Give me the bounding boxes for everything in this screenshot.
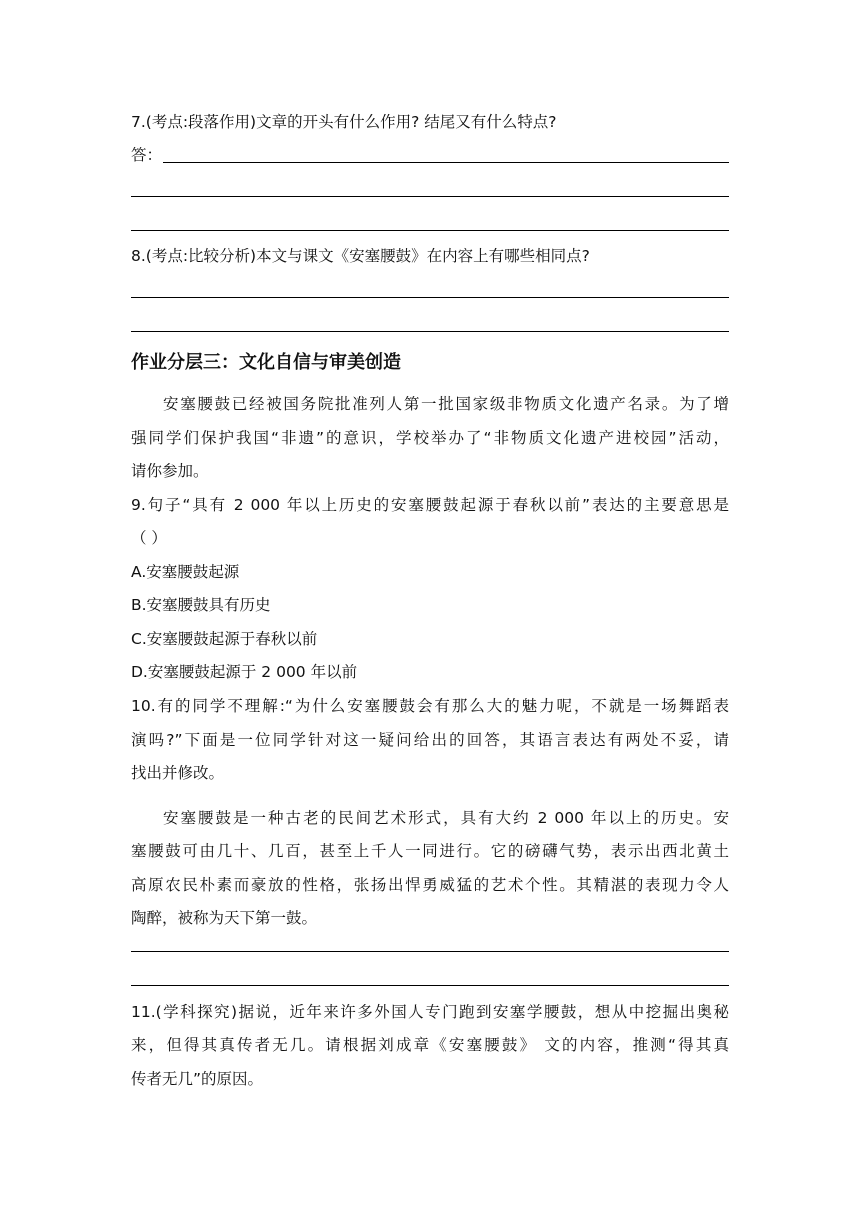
option-c[interactable]: C.安塞腰鼓起源于春秋以前 (131, 630, 318, 648)
question-8: 8.(考点:比较分析)本文与课文《安塞腰鼓》在内容上有哪些相同点? (131, 247, 590, 265)
option-b[interactable]: B.安塞腰鼓具有历史 (131, 596, 271, 614)
passage-line: 高原农民朴素而豪放的性格，张扬出悍勇威猛的艺术个性。其精湛的表现力令人 (131, 876, 729, 894)
intro-line: 强同学们保护我国“非遗”的意识，学校举办了“非物质文化遗产进校园”活动， (131, 429, 729, 447)
answer-label: 答： (131, 146, 163, 164)
answer-line[interactable] (131, 196, 729, 197)
answer-line[interactable] (131, 951, 729, 952)
intro-line: 安塞腰鼓已经被国务院批准列人第一批国家级非物质文化遗产名录。为了增 (163, 395, 729, 413)
question-7: 7.(考点:段落作用)文章的开头有什么作用? 结尾又有什么特点? (131, 113, 557, 131)
question-11: 11.(学科探究)据说，近年来许多外国人专门跑到安塞学腰鼓，想从中挖掘出奥秘 (131, 1003, 729, 1021)
question-11: 来，但得其真传者无几。请根据刘成章《安塞腰鼓》 文的内容，推测“得其真 (131, 1036, 729, 1054)
question-10: 演吗?”下面是一位同学针对这一疑问给出的回答，其语言表达有两处不妥，请 (131, 731, 729, 749)
question-9: 9.句子“具有 2 000 年以上历史的安塞腰鼓起源于春秋以前”表达的主要意思是 (131, 496, 729, 514)
answer-line[interactable] (131, 230, 729, 231)
answer-line[interactable] (131, 985, 729, 986)
intro-line: 请你参加。 (131, 462, 209, 480)
option-d[interactable]: D.安塞腰鼓起源于 2 000 年以前 (131, 663, 358, 681)
answer-line[interactable] (131, 331, 729, 332)
question-11: 传者无几”的原因。 (131, 1070, 264, 1088)
question-10: 找出并修改。 (131, 764, 225, 782)
answer-line[interactable] (131, 297, 729, 298)
passage-line: 安塞腰鼓是一种古老的民间艺术形式，具有大约 2 000 年以上的历史。安 (163, 809, 729, 827)
answer-bracket: （ ） (131, 529, 167, 547)
passage-line: 陶醉，被称为天下第一鼓。 (131, 909, 318, 927)
question-10: 10.有的同学不理解:“为什么安塞腰鼓会有那么大的魅力呢，不就是一场舞蹈表 (131, 697, 729, 715)
option-a[interactable]: A.安塞腰鼓起源 (131, 563, 240, 581)
answer-line[interactable] (163, 162, 729, 163)
passage-line: 塞腰鼓可由几十、几百，甚至上千人一同进行。它的磅礴气势，表示出西北黄土 (131, 842, 729, 860)
section-heading: 作业分层三：文化自信与审美创造 (131, 352, 401, 373)
